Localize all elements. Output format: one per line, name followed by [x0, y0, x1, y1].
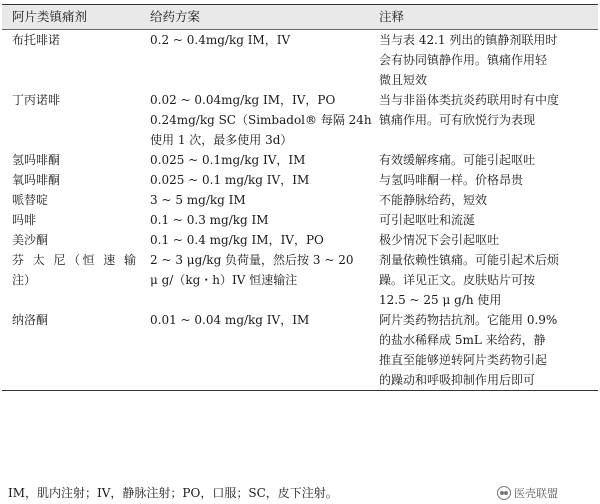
dose-line: 0.025 ~ 0.1mg/kg IV，IM	[150, 153, 306, 167]
drug-name: 氢吗啡酮	[12, 153, 61, 167]
dose-line: 0.1 ~ 0.3 mg/kg IM	[150, 213, 269, 227]
table-footnote: IM，肌内注射；IV，静脉注射；PO，口服；SC，皮下注射。	[8, 486, 338, 500]
note-line: 与氢吗啡酮一样。价格昂贵	[379, 173, 524, 187]
wechat-logo-icon	[497, 486, 511, 500]
note-line: 极少情况下会引起呕吐	[379, 233, 500, 247]
dose-line: 使用 1 次，最多使用 3d）	[150, 133, 293, 147]
dose-line: 2 ~ 3 μg/kg 负荷量，然后按 3 ~ 20	[150, 253, 354, 267]
note-cell	[369, 150, 598, 170]
note-line: 不能静脉给药，短效	[379, 193, 488, 207]
note-line: 当与非甾体类抗炎药联用时有中度	[379, 93, 560, 107]
note-cell	[369, 170, 598, 190]
dose-cell	[140, 190, 369, 210]
drug-name: 美沙酮	[12, 233, 49, 247]
drug-name: 纳洛酮	[2, 310, 140, 391]
header-note: 注释	[369, 5, 598, 30]
drug-name: 氧吗啡酮	[12, 173, 61, 187]
note-line: 可引起呕吐和流涎	[379, 213, 476, 227]
note-cell	[369, 210, 598, 230]
table-row	[2, 90, 598, 150]
drug-name	[2, 250, 140, 310]
drug-name-line: 芬 太 尼（恒 速 输	[12, 253, 136, 267]
dose-cell	[140, 170, 369, 190]
note-line: 的躁动和呼吸抑制作用后即可	[379, 373, 536, 387]
drug-name-line: 注）	[12, 273, 37, 287]
dose-line: 0.01 ~ 0.04 mg/kg IV，IM	[150, 313, 310, 327]
table-row	[2, 250, 598, 310]
table-row	[2, 190, 598, 210]
table-row	[2, 150, 598, 170]
header-dose: 给药方案	[140, 5, 369, 30]
dose-cell	[140, 90, 372, 150]
header-drug: 阿片类镇痛剂	[2, 5, 140, 30]
note-cell	[369, 190, 598, 210]
table-row	[2, 210, 598, 230]
note-line: 有效缓解疼痛。可能引起呕吐	[379, 153, 536, 167]
dose-line: 0.24mg/kg SC（Simbadol® 每隔 24h	[150, 113, 372, 127]
dose-cell	[140, 310, 369, 391]
table-row	[2, 310, 598, 391]
note-cell	[369, 230, 598, 250]
table-row	[2, 230, 598, 250]
note-line: 会有协同镇静作用。镇痛作用轻	[379, 53, 548, 67]
table-header-row	[2, 5, 598, 30]
note-line: 12.5 ~ 25 μ g/h 使用	[379, 293, 502, 307]
dose-cell	[140, 30, 369, 91]
dose-cell	[140, 210, 369, 230]
watermark	[497, 485, 558, 501]
dose-line: μ g/（kg・h）IV 恒速输注	[150, 273, 298, 287]
note-line: 的盐水稀释成 5mL 来给药，静	[379, 333, 546, 347]
drug-name: 丁丙诺啡	[12, 93, 61, 107]
dose-line: 3 ~ 5 mg/kg IM	[150, 193, 246, 207]
dose-line: 0.025 ~ 0.1 mg/kg IV，IM	[150, 173, 310, 187]
note-line: 当与表 42.1 列出的镇静剂联用时	[379, 33, 558, 47]
table-row	[2, 30, 598, 91]
dose-cell	[140, 250, 369, 310]
note-cell	[369, 90, 598, 150]
note-cell	[369, 30, 598, 91]
dose-line: 0.2 ~ 0.4mg/kg IM，IV	[150, 33, 291, 47]
watermark-text: 医壳联盟	[514, 487, 558, 500]
drug-name: 吗啡	[12, 213, 37, 227]
dose-cell	[140, 150, 369, 170]
note-line: 阿片类药物拮抗剂。它能用 0.9%	[379, 313, 558, 327]
note-cell	[369, 250, 598, 310]
dose-line: 0.02 ~ 0.04mg/kg IM，IV，PO	[150, 93, 336, 107]
note-line: 推直至能够逆转阿片类药物引起	[379, 353, 548, 367]
note-line: 剂量依赖性镇痛。可能引起术后烦	[379, 253, 560, 267]
dose-line: 0.1 ~ 0.4 mg/kg IM，IV，PO	[150, 233, 324, 247]
note-line: 躁。详见正文。皮肤贴片可按	[379, 273, 536, 287]
dose-cell	[140, 230, 369, 250]
note-line: 镇痛作用。可有欣悦行为表现	[379, 113, 536, 127]
note-cell	[369, 310, 598, 391]
drug-name: 哌替啶	[12, 193, 49, 207]
table-row	[2, 170, 598, 190]
note-line: 微且短效	[379, 73, 428, 87]
opioid-analgesic-table	[2, 4, 598, 391]
drug-name: 布托啡诺	[12, 33, 61, 47]
